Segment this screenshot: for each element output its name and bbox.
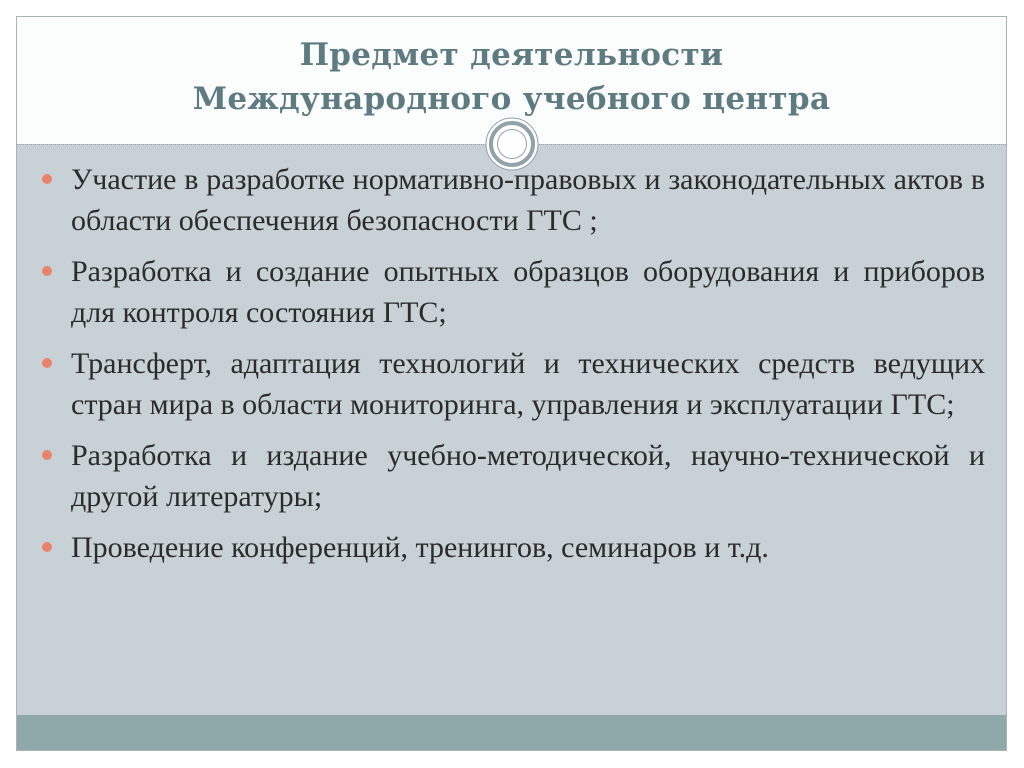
list-item-text: Трансферт, адаптация технологий и технических средств ведущих стран мира в области мониторинга, управления и эксплуатации ГТС; (71, 347, 985, 421)
list-item (37, 343, 985, 425)
footer-band (17, 715, 1006, 750)
list-item (37, 159, 985, 241)
title-line-1: Предмет деятельности (299, 37, 724, 73)
list-item-text: Разработка и создание опытных образцов оборудования и приборов для контроля состояния ГТС; (71, 255, 985, 329)
list-item-text: Участие в разработке нормативно-правовых и законодательных актов в области обеспечения безопасности ГТС ; (71, 163, 985, 237)
list-item (37, 527, 985, 568)
circle-bullet-icon (42, 174, 52, 184)
circle-bullet-icon (42, 266, 52, 276)
list-item (37, 435, 985, 517)
circle-bullet-icon (42, 358, 52, 368)
bullet-list (37, 159, 985, 578)
circle-bullet-icon (42, 450, 52, 460)
title-line-2: Международного учебного центра (192, 81, 831, 117)
circle-bullet-icon (42, 542, 52, 552)
list-item-text: Проведение конференций, тренингов, семинаров и т.д. (71, 531, 769, 564)
slide (16, 16, 1007, 751)
list-item (37, 251, 985, 333)
list-item-text: Разработка и издание учебно-методической, научно-технической и другой литературы; (71, 439, 985, 513)
slide-title (17, 33, 1006, 121)
